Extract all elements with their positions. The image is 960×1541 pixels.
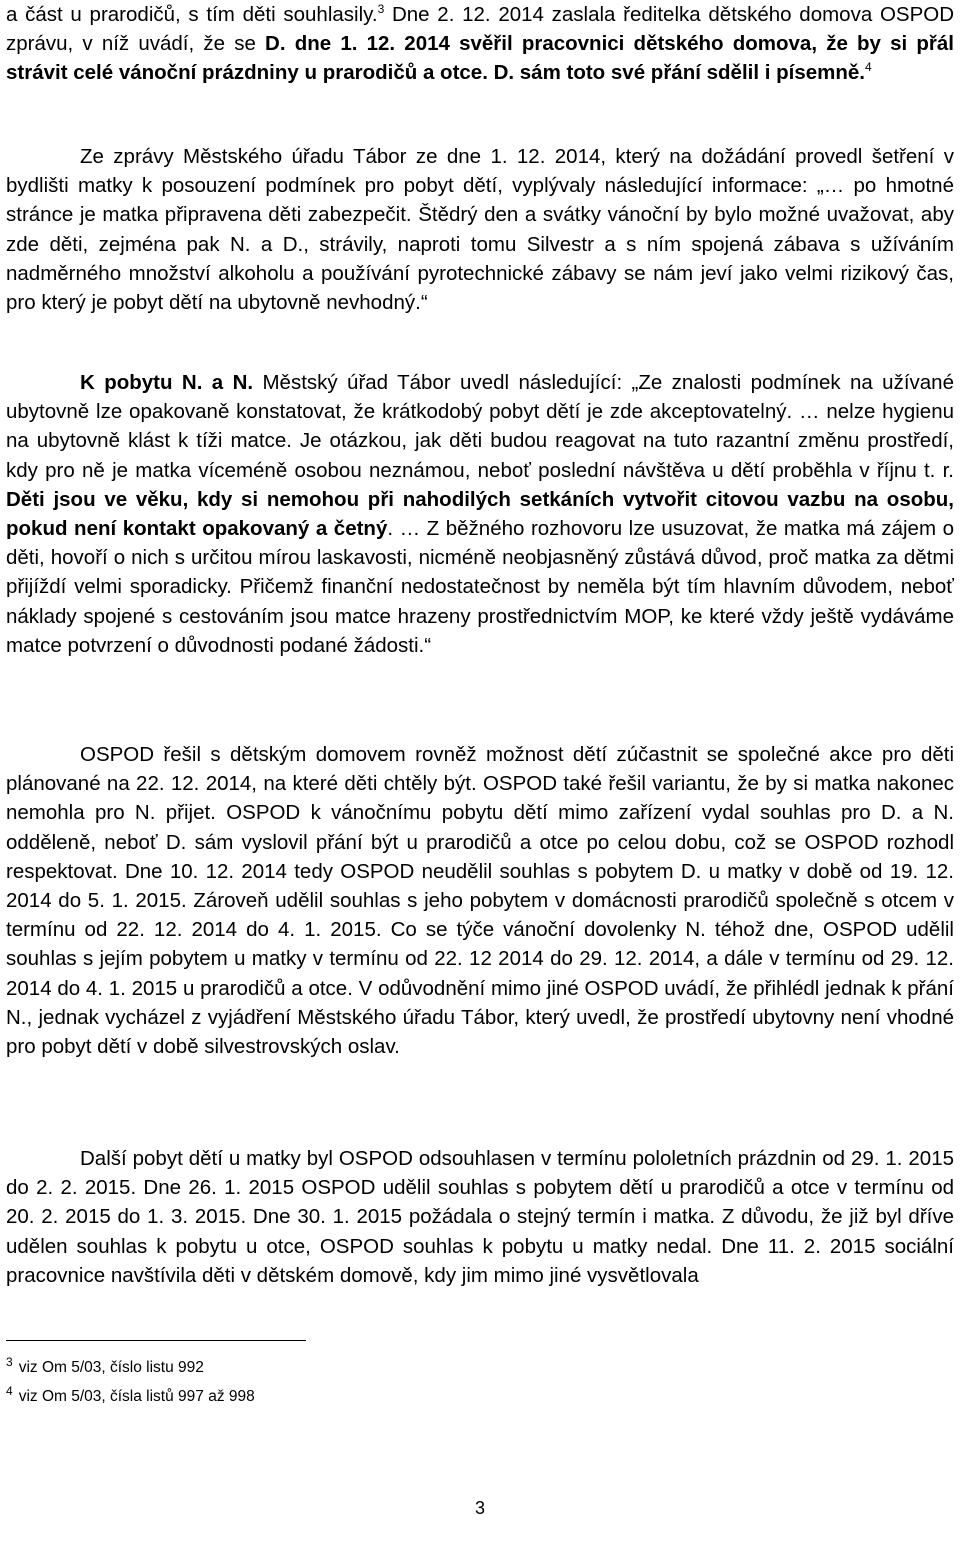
footnote-4-number: 4	[6, 1384, 13, 1398]
paragraph-2	[6, 142, 954, 317]
paragraph-3-text-a: Městský úřad Tábor uvedl následující: „Ze znalosti podmínek na užívané ubytovně lze opakovaně konstatovat, že krátkodobý pobyt dětí je zde akceptovatelný. … nelze hygienu na ubytovně klást k tíži matce. Je otázkou, jak děti budou reagovat na tuto razantní změnu prostředí, kdy pro ně je matka víceméně osobou neznámou, neboť poslední návštěva u dětí proběhla v říjnu t. r.	[6, 371, 954, 482]
page-number: 3	[474, 1498, 485, 1518]
footnote-3-text: viz Om 5/03, číslo listu 992	[18, 1359, 204, 1376]
footnote-3	[6, 1355, 204, 1378]
paragraph-5	[6, 1144, 954, 1290]
paragraph-1-text-a: a část u prarodičů, s tím děti souhlasily.	[6, 3, 378, 26]
paragraph-1-bold: D. dne 1. 12. 2014 svěřil pracovnici dětského domova, že by si přál strávit celé vánoční prázdniny u prarodičů a otce. D. sám toto své přání sdělil i písemně.	[6, 32, 954, 85]
footnote-ref-4: 4	[864, 60, 872, 75]
paragraph-4	[6, 740, 954, 1061]
paragraph-3-text-b: . … Z běžného rozhovoru lze usuzovat, že matka má zájem o děti, hovoří o nich s určitou mírou laskavosti, nicméně neobjasněný zůstává důvod, proč matka za dětmi přijíždí velmi sporadicky. Přičemž finanční nedostatečnost by neměla být tím hlavním důvodem, neboť náklady spojené s cestováním jsou matce hrazeny prostřednictvím MOP, ke které vždy ještě vydáváme matce potvrzení o důvodnosti podané žádosti.“	[6, 517, 954, 657]
footnote-4-text: viz Om 5/03, čísla listů 997 až 998	[18, 1388, 255, 1405]
paragraph-1-text-b: Dne 2. 12. 2014 zaslala ředitelka dětského domova OSPOD zprávu, v níž uvádí, že se	[6, 3, 954, 56]
paragraph-4-text: OSPOD řešil s dětským domovem rovněž možnost dětí zúčastnit se společné akce pro děti plánované na 22. 12. 2014, na které děti chtěly být. OSPOD také řešil variantu, že by si matka nakonec nemohla pro N. přijet. OSPOD k vánočnímu pobytu dětí mimo zařízení vydal souhlas pro D. a N. odděleně, neboť D. sám vyslovil přání být u prarodičů a otce po celou dobu, což se OSPOD rozhodl respektovat. Dne 10. 12. 2014 tedy OSPOD neudělil souhlas s pobytem D. u matky v době od 19. 12. 2014 do 5. 1. 2015. Zároveň udělil souhlas s jeho pobytem v domácnosti prarodičů společně s otcem v termínu od 22. 12. 2014 do 4. 1. 2015. Co se týče vánoční dovolenky N. téhož dne, OSPOD udělil souhlas s jejím pobytem u matky v termínu od 22. 12 2014 do 29. 12. 2014, a dále v termínu od 29. 12. 2014 do 4. 1. 2015 u prarodičů a otce. V odůvodnění mimo jiné OSPOD uvádí, že přihlédl jednak k přání N., jednak vycházel z vyjádření Městského úřadu Tábor, který uvedl, že prostředí ubytovny není vhodné pro pobyt dětí v době silvestrovských oslav.	[6, 743, 954, 1059]
paragraph-1	[6, 0, 954, 88]
paragraph-3-bold-lead: K pobytu N. a N.	[80, 371, 254, 394]
paragraph-3	[6, 368, 954, 660]
footnote-4	[6, 1384, 255, 1407]
footnote-ref-3: 3	[377, 2, 385, 17]
footnote-3-number: 3	[6, 1355, 13, 1369]
paragraph-3-bold-emphasis: Děti jsou ve věku, kdy si nemohou při nahodilých setkáních vytvořit citovou vazbu na osobu, pokud není kontakt opakovaný a četný	[6, 487, 954, 541]
paragraph-5-text: Další pobyt dětí u matky byl OSPOD odsouhlasen v termínu pololetních prázdnin od 29. 1. 2015 do 2. 2. 2015. Dne 26. 1. 2015 OSPOD udělil souhlas s pobytem dětí u prarodičů a otce v termínu od 20. 2. 2015 do 1. 3. 2015. Dne 30. 1. 2015 požádala o stejný termín i matka. Z důvodu, že již byl dříve udělen souhlas k pobytu u otce, OSPOD souhlas k pobytu u matky nedal. Dne 11. 2. 2015 sociální pracovnice navštívila děti v dětském domově, kdy jim mimo jiné vysvětlovala	[6, 1147, 954, 1287]
paragraph-2-text: Ze zprávy Městského úřadu Tábor ze dne 1. 12. 2014, který na dožádání provedl šetření v bydlišti matky k posouzení podmínek pro pobyt dětí, vyplývaly následující informace: „… po hmotné stránce je matka připravena děti zabezpečit. Štědrý den a svátky vánoční by bylo možné uvažovat, aby zde děti, zejména pak N. a D., strávily, naproti tomu Silvestr a s ním spojená zábava s užíváním nadměrného množství alkoholu a používání pyrotechnické zábavy se nám jeví jako velmi rizikový čas, pro který je pobyt dětí na ubytovně nevhodný.“	[6, 145, 954, 315]
footnote-separator	[6, 1340, 306, 1341]
